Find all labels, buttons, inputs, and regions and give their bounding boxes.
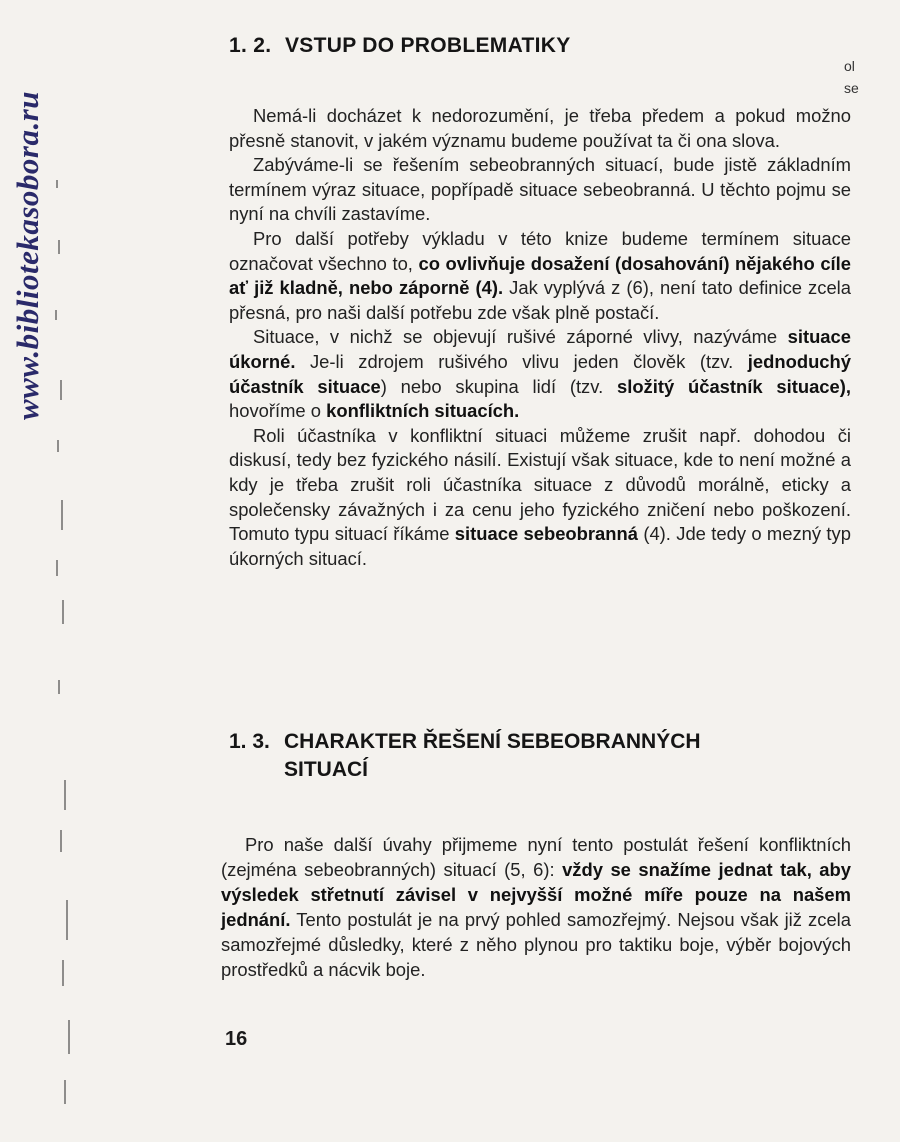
scan-margin-marks bbox=[52, 180, 92, 1110]
section-title-line-1: CHARAKTER ŘEŠENÍ SEBEOBRANNÝCH bbox=[284, 730, 701, 753]
paragraph bbox=[229, 104, 851, 153]
section-1-3-body bbox=[221, 832, 851, 982]
emphasized-text: jednoduchý účastník situace bbox=[229, 350, 851, 397]
text-run: (4). Jde tedy o mezný typ úkorných situací. bbox=[229, 523, 851, 569]
section-title: VSTUP DO PROBLEMATIKY bbox=[285, 34, 571, 57]
section-number: 1. 3. bbox=[229, 730, 270, 753]
paragraph bbox=[229, 325, 851, 423]
section-heading-1-2 bbox=[229, 34, 571, 58]
section-1-2-body bbox=[229, 104, 851, 571]
emphasized-text: situace sebeobranná bbox=[454, 523, 638, 545]
paragraph bbox=[221, 832, 851, 982]
text-run: Situace, v nichž se objevují rušivé záporné vlivy, nazýváme bbox=[253, 326, 788, 348]
text-run: ) nebo skupina lidí (tzv. bbox=[380, 375, 617, 397]
emphasized-text: situace úkorné. bbox=[229, 326, 851, 372]
paragraph bbox=[229, 153, 851, 227]
emphasized-text: co ovlivňuje dosažení (dosahování) nějakého cíle ať již kladně, nebo záporně (4). bbox=[229, 252, 852, 299]
text-run: Nemá-li docházet k nedorozumění, je třeba předem a pokud možno přesně stanovit, v jakém významu budeme používat ta či ona slova. bbox=[229, 105, 851, 151]
text-run: Pro naše další úvahy přijmeme nyní tento postulát řešení konfliktních (zejména sebeobranných) situací (5, 6): bbox=[221, 834, 851, 880]
paragraph bbox=[229, 424, 851, 572]
paragraph bbox=[229, 227, 851, 325]
text-run: Jak vyplývá z (6), není tato definice zcela přesná, pro naši další potřebu zde však plně postačí. bbox=[229, 277, 851, 323]
emphasized-text: složitý účastník situace), bbox=[616, 375, 851, 397]
text-run: hovoříme o bbox=[229, 400, 327, 422]
section-number: 1. 2. bbox=[229, 34, 272, 57]
text-run: Tento postulát je na prvý pohled samozřejmý. Nejsou však již zcela samozřejmé důsledky, které z něho plynou pro taktiku boje, výběr bojových prostředků a nácvik boje. bbox=[221, 909, 851, 980]
section-title-line-2: SITUACÍ bbox=[284, 758, 368, 781]
text-run: Zabýváme-li se řešením sebeobranných situací, bude jistě základním termínem výraz situace, popřípadě situace sebeobranná. U těchto pojmu se nyní na chvíli zastavíme. bbox=[229, 154, 851, 225]
emphasized-text: konfliktních situacích. bbox=[326, 400, 520, 422]
site-watermark: www.bibliotekasobora.ru bbox=[10, 90, 45, 420]
emphasized-text: vždy se snažíme jednat tak, aby výsledek střetnutí závisel v nejvyšší možné míře pouze na našem jednání. bbox=[221, 859, 852, 930]
text-run: Je-li zdrojem rušivého vlivu jeden člověk (tzv. bbox=[295, 350, 748, 372]
section-heading-1-3 bbox=[229, 730, 701, 786]
text-run: Pro další potřeby výkladu v této knize budeme termínem situace označovat všechno to, bbox=[229, 227, 851, 274]
cropped-text-fragment: ol se bbox=[844, 58, 859, 96]
page-number: 16 bbox=[225, 1028, 248, 1050]
text-run: Roli účastníka v konfliktní situaci můžeme zrušit např. dohodou či diskusí, tedy bez fyzického násilí. Existují však situace, kde to není možné a kdy je třeba zrušit roli účastníka situace z důvodů morálně, eticky a společensky závažných i za cenu jeho fyzického zničení nebo poškození. Tomuto typu situací říkáme bbox=[229, 424, 851, 545]
